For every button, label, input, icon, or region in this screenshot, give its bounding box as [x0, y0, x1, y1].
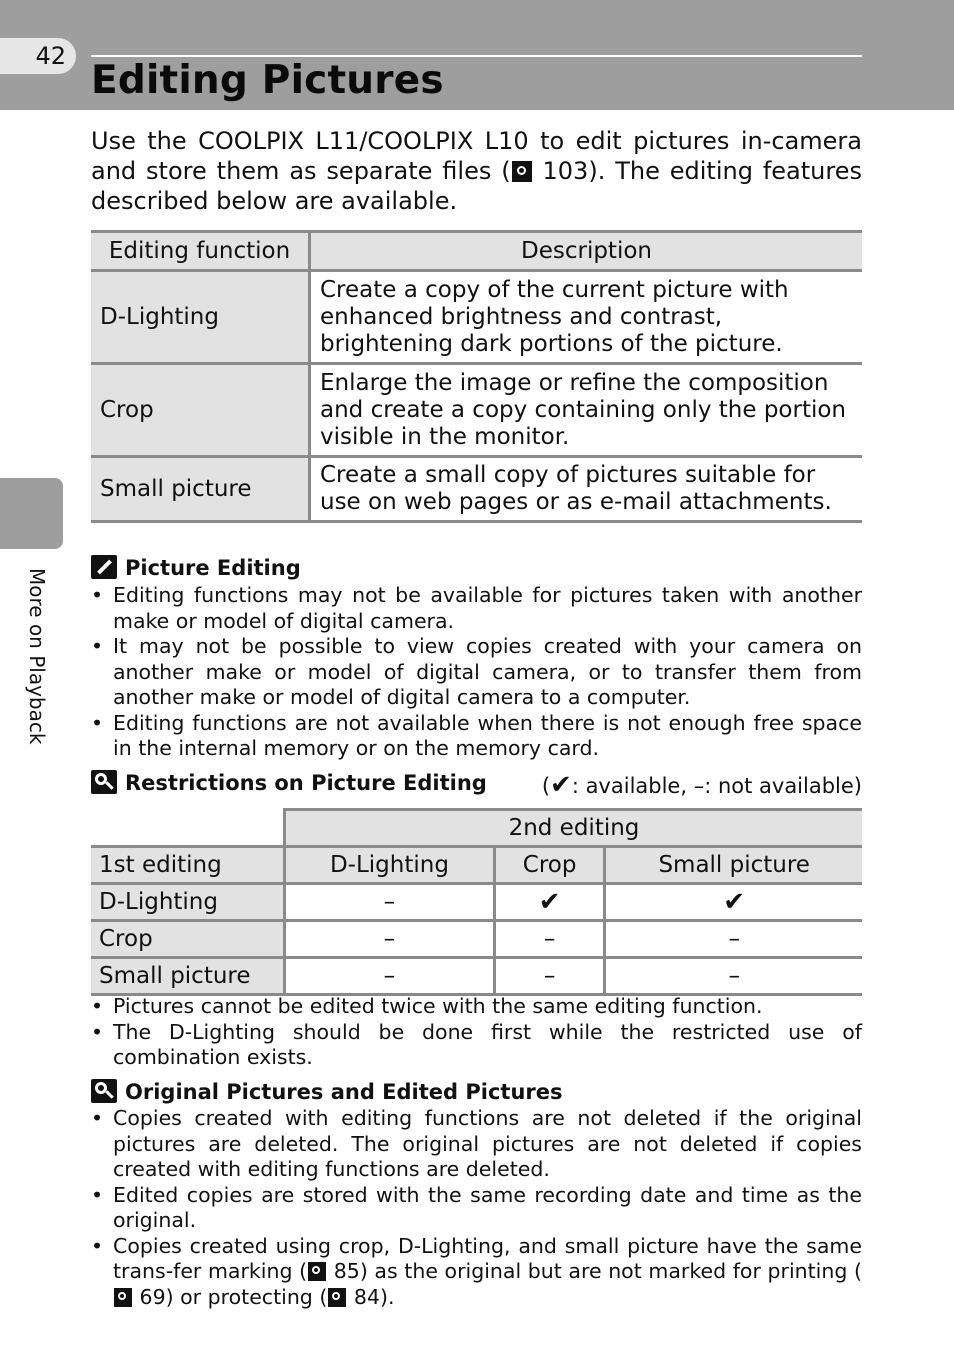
function-description: Enlarge the image or refine the composition and create a copy containing only the portion visible in the monitor.: [310, 364, 863, 457]
list-item: • Pictures cannot be edited twice with the same editing function.: [91, 994, 862, 1020]
header-editing-function: Editing function: [91, 232, 310, 271]
second-editing-row: [91, 810, 862, 847]
ref-page[interactable]: 85: [333, 1259, 360, 1283]
row-label: Crop: [91, 921, 285, 958]
legend-open: (: [541, 774, 551, 798]
checkmark-icon: ✔: [605, 884, 862, 921]
magnifier-icon: [91, 1079, 117, 1103]
column-header: D-Lighting: [285, 847, 495, 884]
bullet-text: Copies created using crop, D-Lighting, and small picture have the same trans-fer marking (: [113, 1233, 862, 1283]
table-row: [91, 457, 862, 522]
function-name: Crop: [91, 364, 310, 457]
blank-cell: [91, 810, 285, 847]
cell-value: –: [285, 921, 495, 958]
checkmark-icon: ✔: [550, 770, 572, 800]
cell-value: –: [285, 958, 495, 995]
function-description: Create a small copy of pictures suitable for use on web pages or as e-mail attachments.: [310, 457, 863, 522]
original-pictures-notes: [91, 1106, 862, 1310]
restrictions-notes: [91, 994, 862, 1071]
header-rule: [91, 55, 862, 57]
original-heading-text: Original Pictures and Edited Pictures: [125, 1080, 563, 1104]
intro-text-2: ). The editing features described below are available.: [91, 157, 862, 215]
list-item: • It may not be possible to view copies created with your camera on another make or model of digital camera, or to transfer them from another make or model of digital camera to a computer.: [91, 634, 862, 711]
original-pictures-heading: [91, 1079, 563, 1104]
cell-value: –: [605, 958, 862, 995]
availability-legend: [542, 770, 862, 800]
legend-text: : available, –: not available): [571, 774, 862, 798]
table-header-row: [91, 232, 862, 271]
ref-page[interactable]: 69: [139, 1284, 166, 1309]
column-header-row: [91, 847, 862, 884]
first-editing-header: 1st editing: [91, 847, 285, 884]
restrictions-heading-text: Restrictions on Picture Editing: [125, 771, 487, 795]
function-name: Small picture: [91, 457, 310, 522]
column-header: Crop: [494, 847, 605, 884]
list-item: • Editing functions may not be available for pictures taken with another make or model of digital camera.: [91, 583, 862, 634]
editing-functions-table: [91, 230, 862, 523]
table-row: [91, 884, 862, 921]
section-tab: [0, 478, 63, 549]
page-title: Editing Pictures: [91, 58, 444, 103]
table-row: [91, 958, 862, 995]
row-label: Small picture: [91, 958, 285, 995]
cell-value: –: [605, 921, 862, 958]
row-label: D-Lighting: [91, 884, 285, 921]
page-reference-icon: [308, 1262, 326, 1281]
section-label: More on Playback: [25, 568, 49, 745]
intro-text-1: Use the COOLPIX L11/COOLPIX L10 to edit pictures in-camera and store them as separate files (: [91, 127, 862, 185]
note-picture-editing-heading: [91, 555, 301, 580]
cell-value: –: [494, 958, 605, 995]
table-row: [91, 271, 862, 364]
note-heading-text: Picture Editing: [125, 556, 301, 580]
function-name: D-Lighting: [91, 271, 310, 364]
table-row: [91, 921, 862, 958]
picture-editing-notes: [91, 583, 862, 762]
page-number: 42: [0, 38, 76, 74]
cell-value: –: [285, 884, 495, 921]
table-row: [91, 364, 862, 457]
pencil-icon: [91, 555, 117, 579]
column-header: Small picture: [605, 847, 862, 884]
restrictions-table: [91, 808, 862, 996]
list-item: • Copies created with editing functions are not deleted if the original pictures are deleted. The original pictures are not deleted if copies created with editing functions are deleted.: [91, 1106, 862, 1183]
list-item: • Editing functions are not available when there is not enough free space in the internal memory or on the memory card.: [91, 711, 862, 762]
page-reference-icon: [114, 1288, 132, 1307]
checkmark-icon: ✔: [494, 884, 605, 921]
list-item: • Edited copies are stored with the same recording date and time as the original.: [91, 1183, 862, 1234]
bullet-text: ).: [379, 1284, 395, 1309]
intro-ref-page[interactable]: 103: [542, 157, 589, 185]
cell-value: –: [494, 921, 605, 958]
page-reference-icon: [512, 161, 532, 182]
header-description: Description: [310, 232, 863, 271]
page-reference-icon: [328, 1288, 346, 1307]
list-item: [91, 1234, 862, 1311]
list-item: • The D-Lighting should be done first while the restricted use of combination exists.: [91, 1020, 862, 1071]
second-editing-header: 2nd editing: [285, 810, 863, 847]
ref-page[interactable]: 84: [353, 1284, 380, 1309]
bullet-text: ) or protecting (: [165, 1284, 328, 1309]
magnifier-icon: [91, 770, 117, 794]
function-description: Create a copy of the current picture with enhanced brightness and contrast, brightening dark portions of the picture.: [310, 271, 863, 364]
intro-paragraph: [91, 126, 862, 216]
restrictions-heading: [91, 770, 487, 795]
bullet-text: ) as the original but are not marked for printing (: [359, 1259, 862, 1283]
